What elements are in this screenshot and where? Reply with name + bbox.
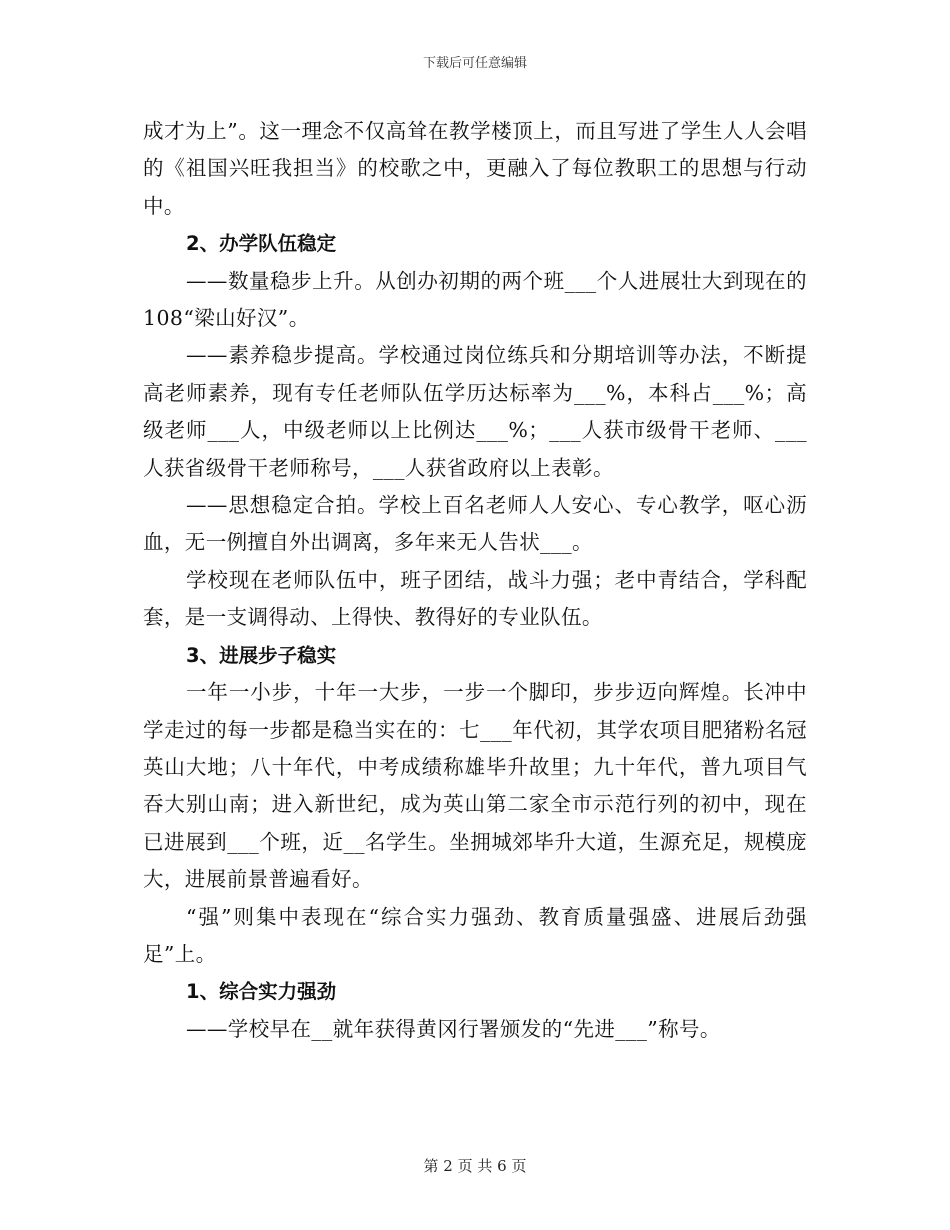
paragraph: ——数量稳步上升。从创办初期的两个班___个人进展壮大到现在的108“梁山好汉”。 [143,268,807,331]
section-heading: 1、综合实力强劲 [186,980,337,1004]
paragraph: ——思想稳定合拍。学校上百名老师人人安心、专心教学，呕心沥血，无一例擅自外出调离，多年来无人告状___。 [143,493,807,555]
paragraph: “强”则集中表现在“综合实力强劲、教育质量强盛、进展后劲强足”上。 [143,904,807,966]
paragraph: 成才为上”。这一理念不仅高耸在教学楼顶上，而且写进了学生人人会唱的《祖国兴旺我担当》的校歌之中，更融入了每位教职工的思想与行动中。 [143,119,807,218]
page-footer: 第 2 页 共 6 页 [423,1157,527,1175]
paragraph: 一年一小步，十年一大步，一步一个脚印，步步迈向辉煌。长冲中学走过的每一步都是稳当实在的：七___年代初，其学农项目肥猪粉名冠英山大地；八十年代，中考成绩称雄毕升故里；九十年代，普九项目气吞大别山南；进入新世纪，成为英山第二家全市示范行列的初中，现在已进展到___个班，近__名学生。坐拥城郊毕升大道，生源充足，规模庞大，进展前景普遍看好。 [143,680,807,892]
paragraph: 学校现在老师队伍中，班子团结，战斗力强；老中青结合，学科配套，是一支调得动、上得快、教得好的专业队伍。 [143,567,807,630]
document-body [143,113,807,1048]
section-heading: 2、办学队伍稳定 [186,232,337,256]
paragraph: ——学校早在__就年获得黄冈行署颁发的“先进___”称号。 [186,1016,721,1041]
paragraph: ——素养稳步提高。学校通过岗位练兵和分期培训等办法，不断提高老师素养，现有专任老师队伍学历达标率为___%，本科占___%；高级老师___人，中级老师以上比例达___%；___人获市级骨干老师、___人获省级骨干老师称号，___人获省政府以上表彰。 [143,343,807,480]
section-heading: 3、进展步子稳实 [186,643,337,667]
page-header: 下载后可任意编辑 [422,56,527,71]
